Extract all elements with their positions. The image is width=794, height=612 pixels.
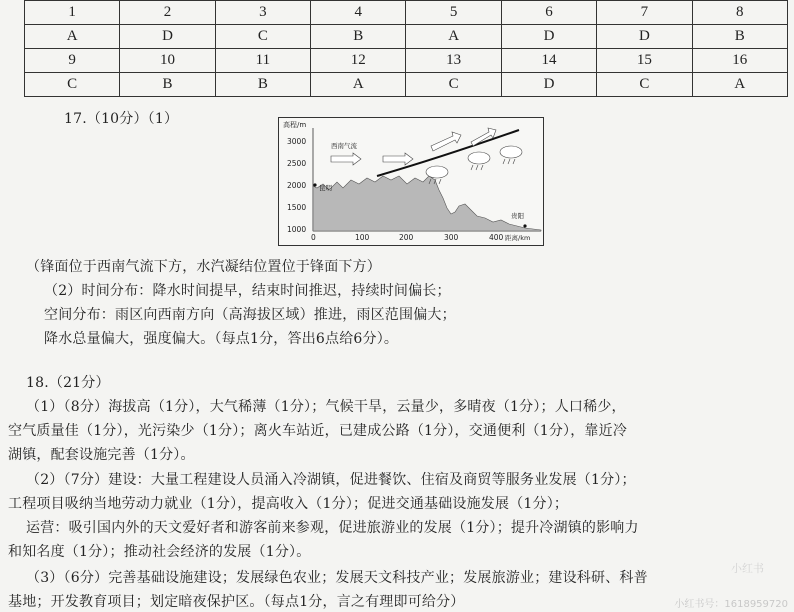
table-cell: 4 xyxy=(311,1,406,25)
y-axis-title: 高程/m xyxy=(283,121,307,129)
front-line xyxy=(377,130,519,176)
table-cell: 10 xyxy=(120,49,215,73)
q17-part2-line: 降水总量偏大，强度偏大。（每点1分，答出6点给6分）。 xyxy=(44,331,399,347)
terrain-profile xyxy=(313,176,541,231)
table-cell: 12 xyxy=(311,49,406,73)
rain-cloud-icon xyxy=(468,152,490,170)
x-tick: 100 xyxy=(355,233,370,242)
left-place-label: 昆明 xyxy=(319,184,332,192)
q18-part3-line: （3）（6分）完善基础设施建设；发展绿色农业；发展天文科技产业；发展旅游业；建设科研、科普 xyxy=(26,570,648,586)
q17-note: （锋面位于西南气流下方，水汽凝结位置位于锋面下方） xyxy=(26,259,381,275)
watermark-logo: 小红书 xyxy=(731,562,764,575)
x-tick: 400 xyxy=(489,233,504,242)
y-tick: 3000 xyxy=(287,137,307,146)
table-cell: 14 xyxy=(501,49,596,73)
table-cell: A xyxy=(25,25,120,49)
place-marker xyxy=(523,224,526,227)
q18-part2-line: 和知名度（1分）；推动社会经济的发展（1分）。 xyxy=(8,544,311,560)
table-cell: 8 xyxy=(692,1,787,25)
q17-header: 17.（10分）（1） xyxy=(64,111,179,127)
q18-part2-line: 运营：吸引国内外的天文爱好者和游客前来参观，促进旅游业的发展（1分）；提升冷湖镇的影响力 xyxy=(26,520,639,536)
table-cell: 15 xyxy=(597,49,692,73)
table-cell: 3 xyxy=(215,1,310,25)
table-cell: D xyxy=(120,25,215,49)
watermark-text: 小红书号：1618959720 xyxy=(674,599,788,610)
table-cell: C xyxy=(406,73,501,97)
airflow-arrow xyxy=(471,128,496,146)
q18-part2-line: 工程项目吸纳当地劳动力就业（1分），提高收入（1分）；促进交通基础设施发展（1分）； xyxy=(8,496,569,512)
terrain-figure xyxy=(278,117,544,246)
answer-table xyxy=(24,0,788,97)
table-cell: 2 xyxy=(120,1,215,25)
airflow-label: 西南气流 xyxy=(331,142,357,150)
table-cell: 1 xyxy=(25,1,120,25)
table-cell: C xyxy=(215,25,310,49)
y-tick: 1000 xyxy=(287,225,307,234)
q18-part3-line: 基地；开发教育项目；划定暗夜保护区。（每点1分，言之有理即可给分） xyxy=(8,594,465,610)
table-cell: A xyxy=(311,73,406,97)
table-cell: 16 xyxy=(692,49,787,73)
x-axis-title: 距离/km xyxy=(505,234,531,242)
table-row xyxy=(25,25,788,49)
q18-header: 18.（21分） xyxy=(26,375,110,391)
place-marker xyxy=(313,183,316,186)
table-cell: 13 xyxy=(406,49,501,73)
table-cell: D xyxy=(597,25,692,49)
y-tick: 2000 xyxy=(287,181,307,190)
y-tick: 1500 xyxy=(287,203,307,212)
table-cell: C xyxy=(597,73,692,97)
table-cell: B xyxy=(311,25,406,49)
q18-part1-line: （1）（8分）海拔高（1分），大气稀薄（1分）；气候干旱，云量少，多晴夜（1分）；人口稀少， xyxy=(26,399,626,415)
airflow-arrow xyxy=(331,153,361,165)
q18-part1-line: 湖镇，配套设施完善（1分）。 xyxy=(8,447,195,463)
table-cell: A xyxy=(692,73,787,97)
x-tick: 0 xyxy=(311,233,316,242)
rain-cloud-icon xyxy=(500,146,522,164)
table-cell: 11 xyxy=(215,49,310,73)
x-tick: 300 xyxy=(444,233,459,242)
q17-part2-line: 空间分布：雨区向西南方向（高海拔区域）推进，雨区范围偏大； xyxy=(44,307,456,323)
q18-part2-line: （2）（7分）建设：大量工程建设人员涌入冷湖镇，促进餐饮、住宿及商贸等服务业发展（1分）； xyxy=(26,472,636,488)
table-cell: 7 xyxy=(597,1,692,25)
x-tick: 200 xyxy=(399,233,414,242)
table-row xyxy=(25,1,788,25)
table-cell: 5 xyxy=(406,1,501,25)
table-cell: A xyxy=(406,25,501,49)
airflow-arrow xyxy=(431,132,461,151)
table-cell: B xyxy=(215,73,310,97)
airflow-arrow xyxy=(383,153,413,165)
table-cell: C xyxy=(25,73,120,97)
y-tick: 2500 xyxy=(287,159,307,168)
table-row xyxy=(25,73,788,97)
table-cell: D xyxy=(501,25,596,49)
right-place-label: 贵阳 xyxy=(511,212,524,220)
table-cell: D xyxy=(501,73,596,97)
terrain-chart xyxy=(279,118,543,245)
table-cell: B xyxy=(692,25,787,49)
q18-part1-line: 空气质量佳（1分），光污染少（1分）；离火车站近，已建成公路（1分），交通便利（1分），靠近冷 xyxy=(8,423,628,439)
table-row xyxy=(25,49,788,73)
table-cell: B xyxy=(120,73,215,97)
q17-part2-line: （2）时间分布：降水时间提早，结束时间推迟，持续时间偏长； xyxy=(44,283,451,299)
table-cell: 9 xyxy=(25,49,120,73)
table-cell: 6 xyxy=(501,1,596,25)
